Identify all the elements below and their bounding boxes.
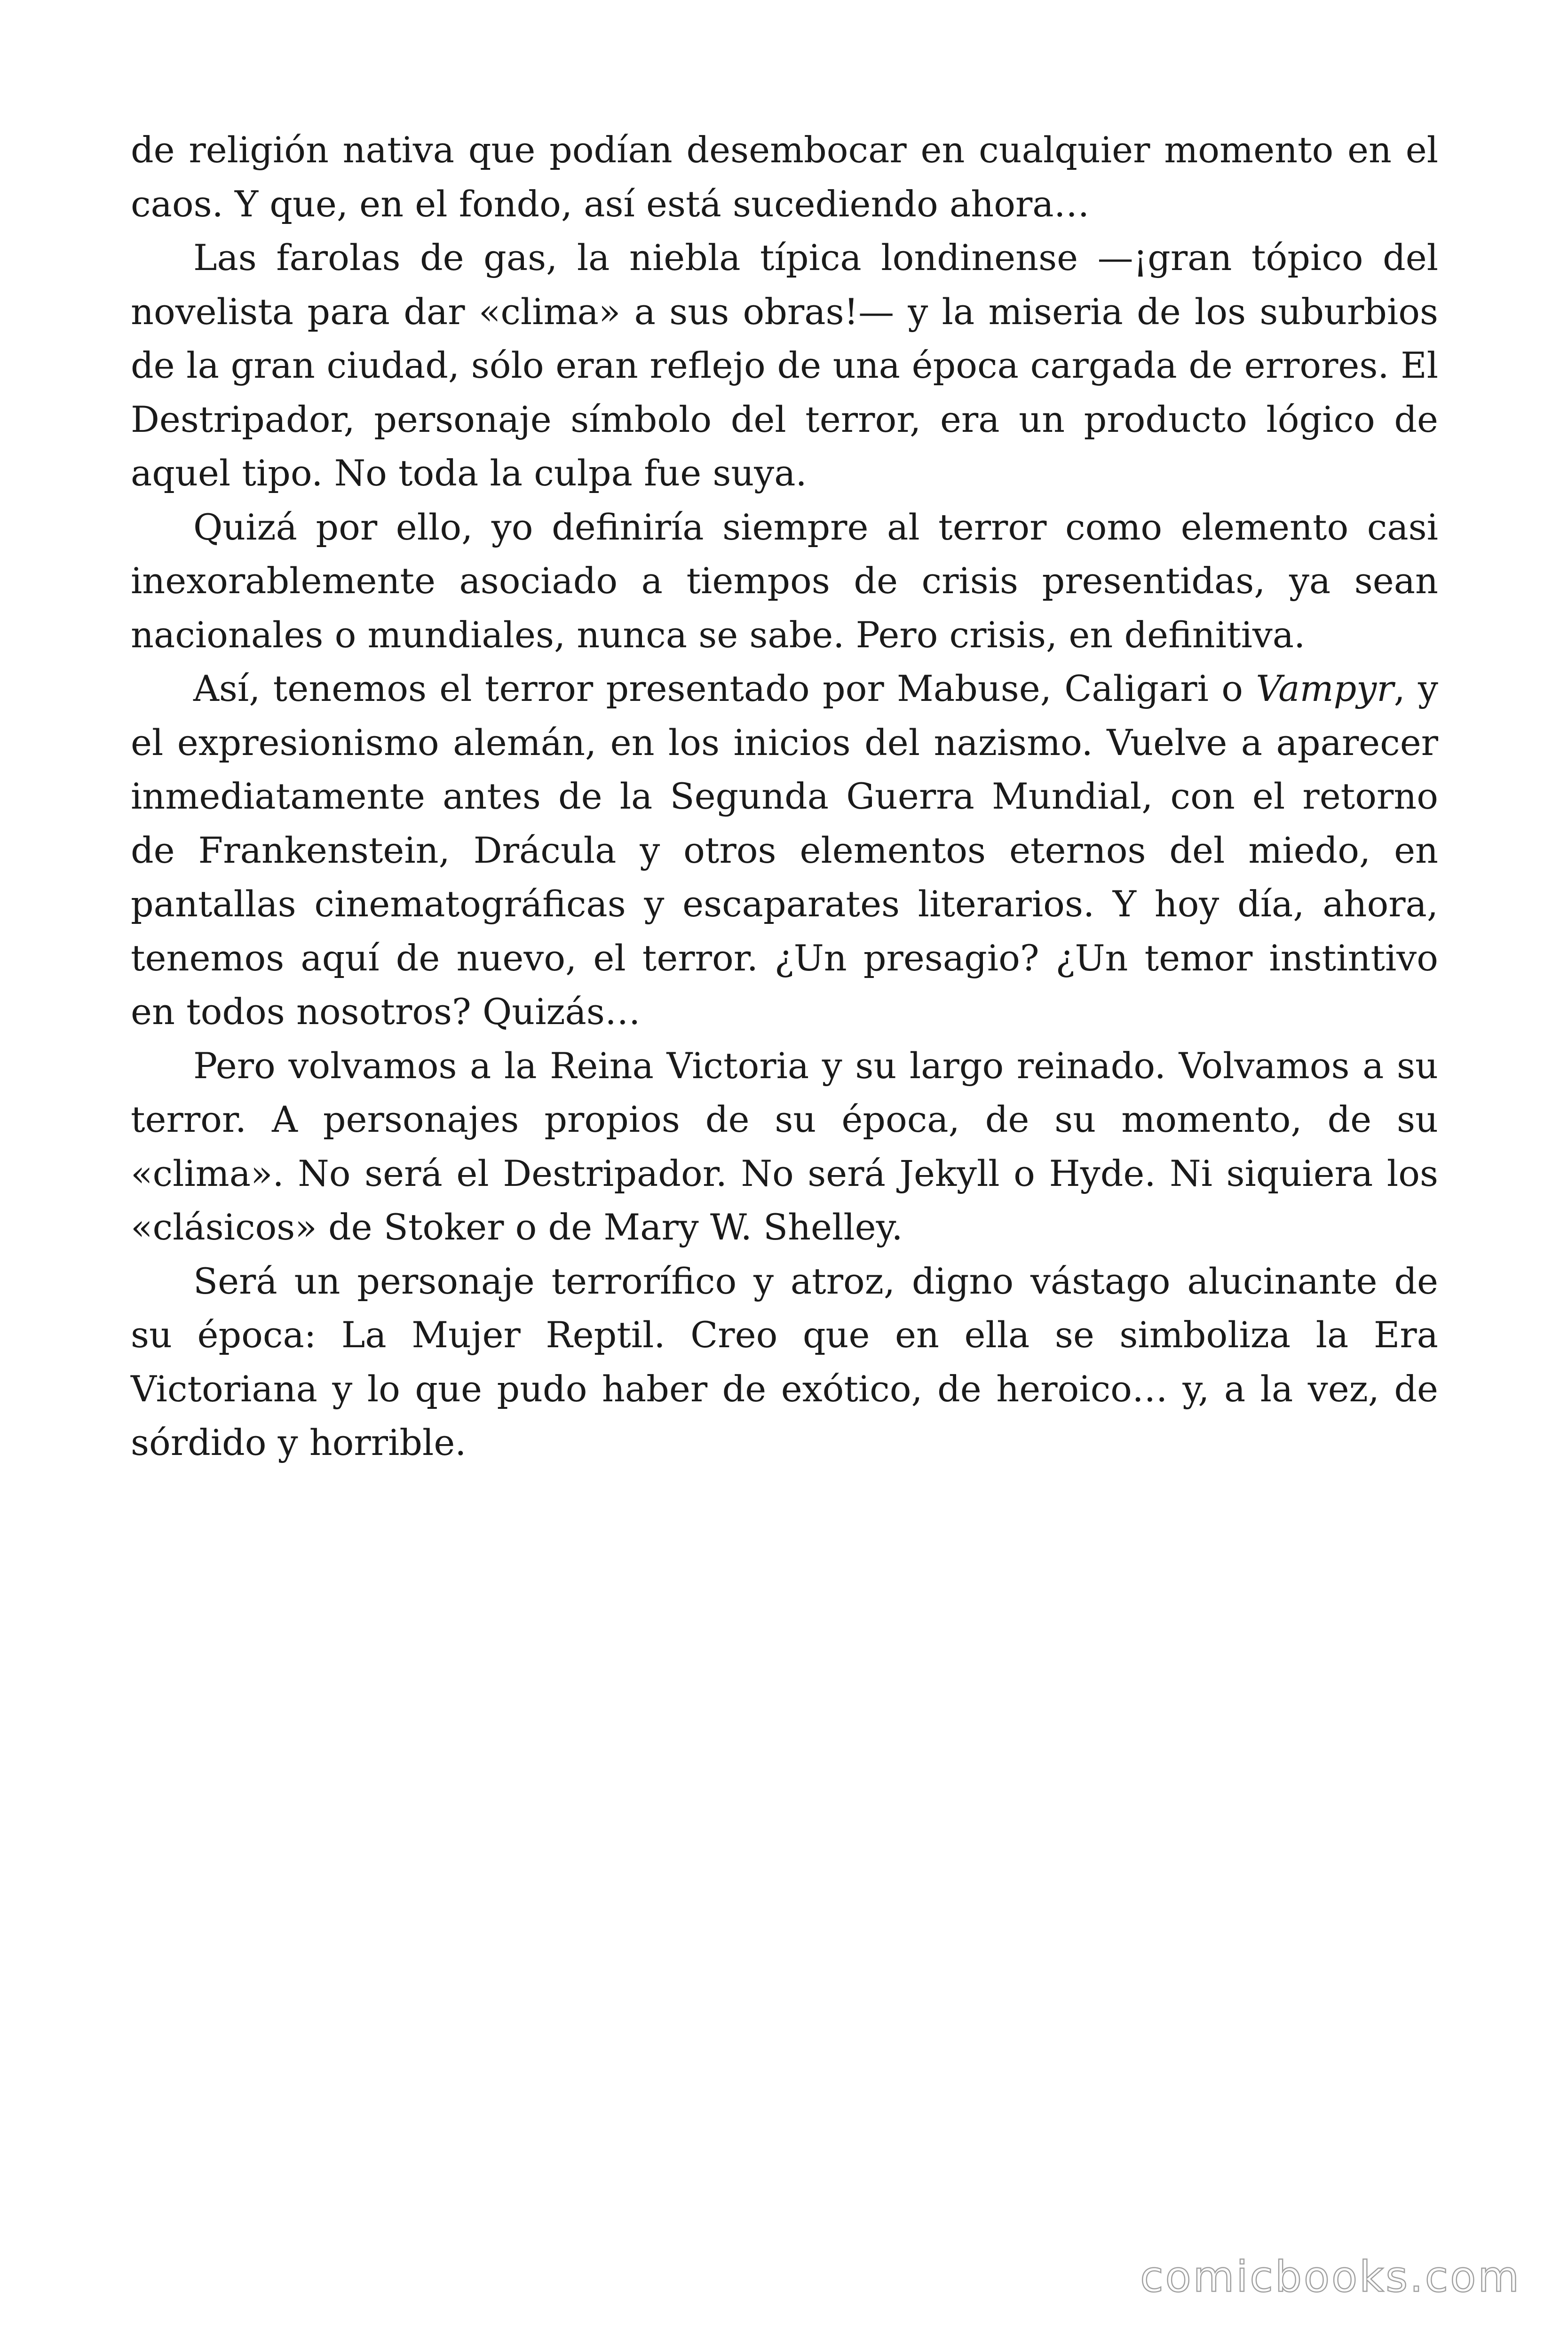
text-run: de religión nativa que podían desembocar en cualquier momento en el caos. Y que, en el fondo, así está sucediendo ahora… (131, 129, 1438, 225)
text-run: Pero volvamos a la Reina Victoria y su largo reinado. Volvamos a su terror. A personajes propios de su época, de su momento, de su «clima». No será el Destripador. No será Jekyll o Hyde. Ni siquiera los «clásicos» de Stoker o de Mary W. Shelley. (131, 1044, 1438, 1248)
paragraph (131, 1255, 1438, 1470)
body-text (131, 123, 1438, 1470)
text-run: Las farolas de gas, la niebla típica londinense —¡gran tópico del novelista para dar «clima» a sus obras!— y la miseria de los suburbios de la gran ciudad, sólo eran reflejo de una época cargada de errores. El Destripador, personaje símbolo del terror, era un producto lógico de aquel tipo. No toda la culpa fue suya. (131, 237, 1438, 494)
italic-title: Vampyr (1256, 667, 1394, 709)
paragraph (131, 501, 1438, 662)
text-run: Será un personaje terrorífico y atroz, digno vástago alucinante de su época: La Mujer Reptil. Creo que en ella se simboliza la Era Victoriana y lo que pudo haber de exótico, de heroico… y, a la vez, de sórdido y horrible. (131, 1260, 1438, 1463)
paragraph (131, 123, 1438, 231)
watermark: comicbooks.com (1140, 2252, 1521, 2302)
paragraph (131, 231, 1438, 501)
paragraph (131, 662, 1438, 1039)
paragraph (131, 1039, 1438, 1255)
text-run: , y el expresionismo alemán, en los inicios del nazismo. Vuelve a aparecer inmediatamente antes de la Segunda Guerra Mundial, con el retorno de Frankenstein, Drácula y otros elementos eternos del miedo, en pantallas cinematográficas y escaparates literarios. Y hoy día, ahora, tenemos aquí de nuevo, el terror. ¿Un presagio? ¿Un temor instintivo en todos nosotros? Quizás… (131, 667, 1438, 1033)
text-run: Así, tenemos el terror presentado por Mabuse, Caligari o (193, 667, 1256, 709)
text-run: Quizá por ello, yo definiría siempre al terror como elemento casi inexorablemente asociado a tiempos de crisis presentidas, ya sean nacionales o mundiales, nunca se sabe. Pero crisis, en definitiva. (131, 506, 1438, 656)
